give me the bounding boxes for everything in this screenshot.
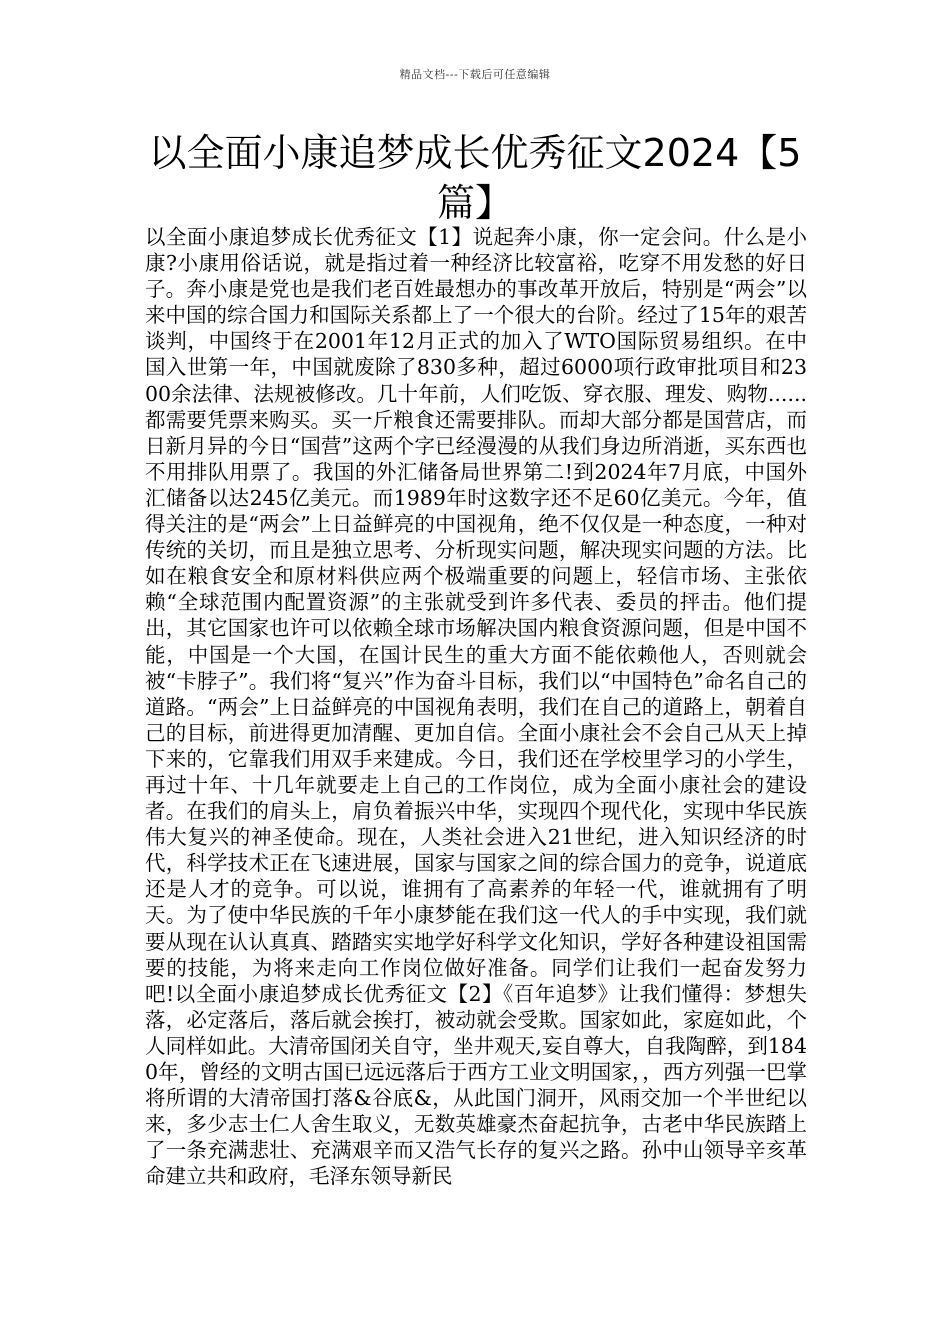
header-note: 精品文档---下载后可任意编辑 [399, 68, 551, 81]
document-title: 以全面小康追梦成长优秀征文2024【5篇】 [148, 131, 802, 225]
body-paragraph: 以全面小康追梦成长优秀征文【1】说起奔小康，你一定会问。什么是小康?小康用俗话说，就是指过着一种经济比较富裕，吃穿不用发愁的好日子。奔小康是党也是我们老百姓最想办的事改革开放后，特别是“两会”以来中国的综合国力和国际关系都上了一个很大的台阶。经过了15年的艰苦谈判，中国终于在2001年12月正式的加入了WTO国际贸易组织。在中国入世第一年，中国就废除了830多种，超过6000项行政审批项目和2300余法律、法规被修改。几十年前，人们吃饭、穿衣服、理发、购物......都需要凭票来购买。买一斤粮食还需要排队。而却大部分都是国营店，而日新月异的今日“国营”这两个字已经漫漫的从我们身边所消逝，买东西也不用排队用票了。我国的外汇储备局世界第二!到2024年7月底，中国外汇储备以达245亿美元。而1989年时这数字还不足60亿美元。今年，值得关注的是“两会”上日益鲜亮的中国视角，绝不仅仅是一种态度，一种对传统的关切，而且是独立思考、分析现实问题，解决现实问题的方法。比如在粮食安全和原材料供应两个极端重要的问题上，轻信市场、主张依赖“全球范围内配置资源”的主张就受到许多代表、委员的抨击。他们提出，其它国家也许可以依赖全球市场解决国内粮食资源问题，但是中国不能，中国是一个大国，在国计民生的重大方面不能依赖他人，否则就会被“卡脖子”。我们将“复兴”作为奋斗目标，我们以“中国特色”命名自己的道路。“两会”上日益鲜亮的中国视角表明，我们在自己的道路上，朝着自己的目标，前进得更加清醒、更加自信。全面小康社会不会自己从天上掉下来的，它靠我们用双手来建成。今日，我们还在学校里学习的小学生，再过十年、十几年就要走上自己的工作岗位，成为全面小康社会的建设者。在我们的肩头上，肩负着振兴中华，实现四个现代化，实现中华民族伟大复兴的神圣使命。现在，人类社会进入21世纪，进入知识经济的时代，科学技术正在飞速进展，国家与国家之间的综合国力的竞争，说道底还是人才的竞争。可以说，谁拥有了高素养的年轻一代，谁就拥有了明天。为了使中华民族的千年小康梦能在我们这一代人的手中实现，我们就要从现在认认真真、踏踏实实地学好科学文化知识，学好各种建设祖国需要的技能，为将来走向工作岗位做好准备。同学们让我们一起奋发努力吧!以全面小康追梦成长优秀征文【2】《百年追梦》让我们懂得：梦想失落，必定落后，落后就会挨打，被动就会受欺。国家如此，家庭如此，个人同样如此。大清帝国闭关自守，坐井观天,妄自尊大，自我陶醉，到1840年，曾经的文明古国已远远落后于西方工业文明国家，，西方列强一巴掌将所谓的大清帝国打落&谷底&，从此国门洞开，风雨交加一个半世纪以来，多少志士仁人舍生取义，无数英雄豪杰奋起抗争，古老中华民族踏上了一条充满悲壮、充满艰辛而又浩气长存的复兴之路。孙中山领导辛亥革命建立共和政府，毛泽东领导新民 [145, 225, 807, 1189]
